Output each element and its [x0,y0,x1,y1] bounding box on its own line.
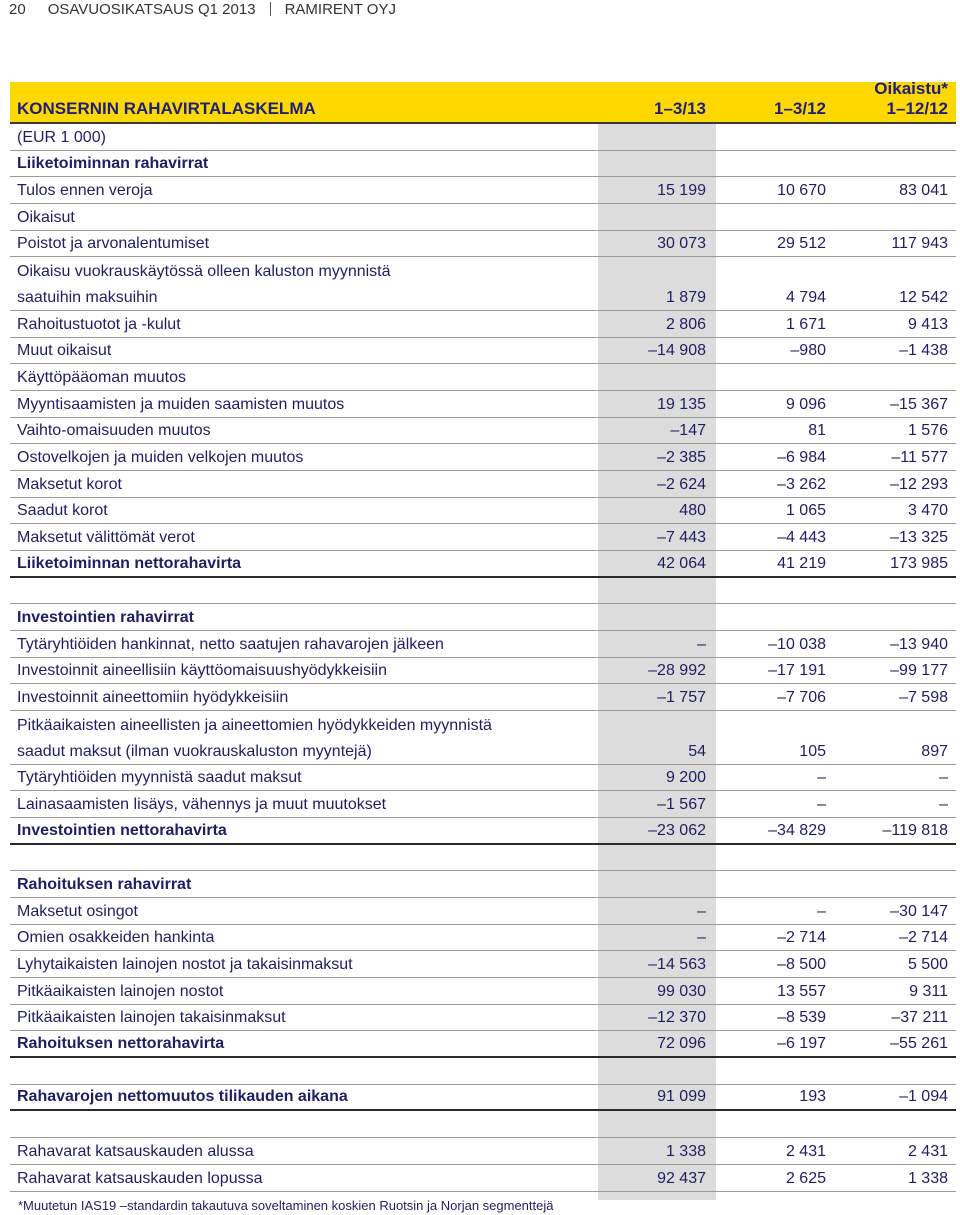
row-label: Maksetut välittömät verot [17,529,195,546]
row-label: Investoinnit aineettomiin hyödykkeisiin [17,689,289,707]
cash-flow-table [10,79,956,1192]
cell-v1: –23 062 [648,821,706,839]
row-label: Liiketoiminnan rahavirrat [17,155,209,173]
cell-v2: 4 794 [785,288,826,306]
cell-v3: 83 041 [899,182,948,200]
table-row [10,338,956,365]
cell-v2: –980 [790,342,826,360]
cell-v1: –2 385 [657,448,706,466]
table-row [10,845,956,872]
page-header [9,0,396,18]
table-row [10,418,956,445]
cell-v3: –13 325 [890,529,948,546]
cell-v1: –147 [670,422,706,440]
row-label: saadut maksut (ilman vuokrauskaluston myyntejä) [17,742,372,760]
row-label: Myyntisaamisten ja muiden saamisten muutos [17,395,345,413]
table-header [10,79,956,124]
row-label: saatuihin maksuihin [17,288,158,306]
cell-v2: 13 557 [777,982,826,1000]
cell-v3: –119 818 [882,821,948,839]
cell-v3: –55 261 [890,1035,948,1053]
cell-v3: 173 985 [890,554,948,572]
cell-v3: – [939,769,948,787]
table-row [10,818,956,845]
cell-v1: 99 030 [657,982,706,1000]
cell-v1: 1 879 [665,288,706,306]
row-label: Vaihto-omaisuuden muutos [17,422,211,440]
row-label: Pitkäaikaisten lainojen nostot [17,982,224,1000]
row-label: Maksetut korot [17,475,122,493]
row-label: Ostovelkojen ja muiden velkojen muutos [17,448,304,466]
table-row [10,498,956,525]
cell-v1: –14 563 [648,956,706,973]
column-header-1: 1–3/13 [654,99,706,118]
cell-v3: –1 094 [899,1088,948,1106]
cell-v2: 2 431 [785,1142,826,1160]
cell-v3: –37 211 [891,1009,948,1027]
report-name: OSAVUOSIKATSAUS Q1 2013 [47,0,256,18]
cell-v3: 1 338 [907,1169,948,1187]
table-row [10,1138,956,1165]
row-label: Rahoituksen rahavirrat [17,875,192,893]
cell-v3: –30 147 [890,902,948,920]
table-row [10,124,956,151]
cell-v1: 19 135 [657,395,706,413]
cell-v3: 897 [921,742,948,760]
cell-v3: 1 576 [907,422,948,440]
cell-v2: –6 984 [777,448,826,466]
row-label: Liiketoiminnan nettorahavirta [17,554,242,572]
cell-v2: –8 500 [777,956,826,973]
table-row [10,284,956,311]
cell-v1: 1 338 [665,1142,706,1160]
table-row [10,604,956,631]
cell-v2: –8 539 [777,1009,826,1027]
cell-v1: –2 624 [657,475,706,493]
table-row [10,364,956,391]
table-row [10,151,956,178]
table-row [10,978,956,1005]
cell-v2: 29 512 [777,235,826,253]
table-row [10,925,956,952]
table-row [10,204,956,231]
table-title: KONSERNIN RAHAVIRTALASKELMA [17,99,316,118]
table-row [10,1005,956,1032]
row-label: Investointien rahavirrat [17,609,194,627]
cell-v1: –7 443 [657,529,706,546]
cell-v1: 480 [679,502,706,520]
table-row [10,711,956,738]
column-header-2: 1–3/12 [774,99,826,118]
cell-v2: – [817,795,826,813]
row-label: Oikaisut [17,208,75,226]
table-row [10,1058,956,1085]
row-label: Rahoitustuotot ja -kulut [17,315,181,333]
row-label: Lyhytaikaisten lainojen nostot ja takaisinmaksut [17,956,353,973]
table-row [10,1031,956,1058]
row-label: Lainasaamisten lisäys, vähennys ja muut muutokset [17,795,387,813]
cell-v3: 9 311 [909,982,948,1000]
table-row [10,951,956,978]
cell-v2: 9 096 [785,395,826,413]
row-label: Muut oikaisut [17,342,112,360]
table-row [10,177,956,204]
table-row [10,631,956,658]
cell-v3: –1 438 [899,342,948,360]
cell-v1: 30 073 [657,235,706,253]
cell-v2: –34 829 [768,821,826,839]
cell-v3: 2 431 [907,1142,948,1160]
cell-v2: –6 197 [777,1035,826,1053]
cell-v3: 3 470 [907,502,948,520]
cell-v1: –12 370 [648,1009,706,1027]
cell-v3: –12 293 [890,475,948,493]
row-label: Käyttöpääoman muutos [17,368,186,386]
row-label: Rahavarat katsauskauden lopussa [17,1169,263,1187]
row-label: Rahavarojen nettomuutos tilikauden aikana [17,1088,348,1106]
cell-v2: –2 714 [777,929,826,947]
cell-v1: 15 199 [657,182,706,200]
table-row [10,578,956,605]
row-label: Investoinnit aineellisiin käyttöomaisuushyödykkeisiin [17,662,387,680]
table-row [10,791,956,818]
row-label: Tytäryhtiöiden myynnistä saadut maksut [17,769,302,787]
company-name: RAMIRENT OYJ [284,0,396,18]
table-row [10,658,956,685]
table-row [10,1165,956,1192]
cell-v3: –11 577 [891,448,948,466]
cell-v1: 91 099 [657,1088,706,1106]
cell-v1: –1 567 [657,795,706,813]
cell-v2: –7 706 [777,689,826,707]
cell-v2: –4 443 [777,529,826,546]
cell-v3: –13 940 [890,635,948,653]
cell-v1: –28 992 [648,662,706,680]
table-row [10,231,956,258]
cell-v1: 54 [688,742,706,760]
row-label: Investointien nettorahavirta [17,821,227,839]
row-label: Oikaisu vuokrauskäytössä olleen kaluston myynnistä [17,263,391,281]
table-row [10,898,956,925]
table-row [10,1085,956,1112]
cell-v3: –7 598 [899,689,948,707]
table-row [10,391,956,418]
row-label: Maksetut osingot [17,902,138,920]
row-label: Pitkäaikaisten aineellisten ja aineettomien hyödykkeiden myynnistä [17,716,492,734]
cell-v2: 1 671 [785,315,826,333]
header-divider [270,2,271,16]
cell-v1: –1 757 [657,689,706,707]
page-number: 20 [9,0,26,18]
cell-v1: – [697,635,706,653]
cell-v3: 5 500 [907,956,948,973]
column-header-3-line1: Oikaistu* [874,79,948,98]
table-body [10,124,956,1192]
table-row [10,765,956,792]
table-row [10,524,956,551]
cell-v1: 2 806 [665,315,706,333]
table-row [10,871,956,898]
cell-v2: – [817,769,826,787]
cell-v2: – [817,902,826,920]
cell-v1: 42 064 [657,554,706,572]
footnote: *Muutetun IAS19 –standardin takautuva soveltaminen koskien Ruotsin ja Norjan segmenttejä [18,1198,554,1213]
row-label: Tulos ennen veroja [17,182,153,200]
cell-v1: 9 200 [665,769,706,787]
cell-v2: –3 262 [777,475,826,493]
cell-v2: 193 [799,1088,826,1106]
table-row [10,257,956,284]
cell-v3: – [939,795,948,813]
table-row [10,471,956,498]
table-row [10,311,956,338]
row-label: Omien osakkeiden hankinta [17,929,215,947]
cell-v2: 1 065 [785,502,826,520]
row-label: Rahavarat katsauskauden alussa [17,1142,254,1160]
table-row [10,1111,956,1138]
cell-v2: 41 219 [777,554,826,572]
row-label: Tytäryhtiöiden hankinnat, netto saatujen rahavarojen jälkeen [17,635,444,653]
cell-v3: –2 714 [899,929,948,947]
cell-v1: – [697,929,706,947]
cell-v2: 10 670 [777,182,826,200]
cell-v1: 72 096 [657,1035,706,1053]
cell-v3: 117 943 [891,235,948,253]
row-label: Pitkäaikaisten lainojen takaisinmaksut [17,1009,286,1027]
cell-v2: 105 [799,742,826,760]
table-row [10,551,956,578]
column-header-3-line2: 1–12/12 [886,99,948,118]
cell-v2: –17 191 [768,662,826,680]
row-label: Rahoituksen nettorahavirta [17,1035,225,1053]
row-label: Saadut korot [17,502,108,520]
row-label: Poistot ja arvonalentumiset [17,235,210,253]
cell-v3: –15 367 [890,395,948,413]
cell-v3: –99 177 [890,662,948,680]
table-row [10,684,956,711]
table-row [10,738,956,765]
cell-v3: 9 413 [907,315,948,333]
table-row [10,444,956,471]
column-header-3 [874,79,948,119]
cell-v1: – [697,902,706,920]
cell-v1: –14 908 [648,342,706,360]
cell-v2: 81 [808,422,826,440]
cell-v2: –10 038 [768,635,826,653]
cell-v2: 2 625 [785,1169,826,1187]
row-label: (EUR 1 000) [17,128,106,146]
cell-v3: 12 542 [899,288,948,306]
cell-v1: 92 437 [657,1169,706,1187]
